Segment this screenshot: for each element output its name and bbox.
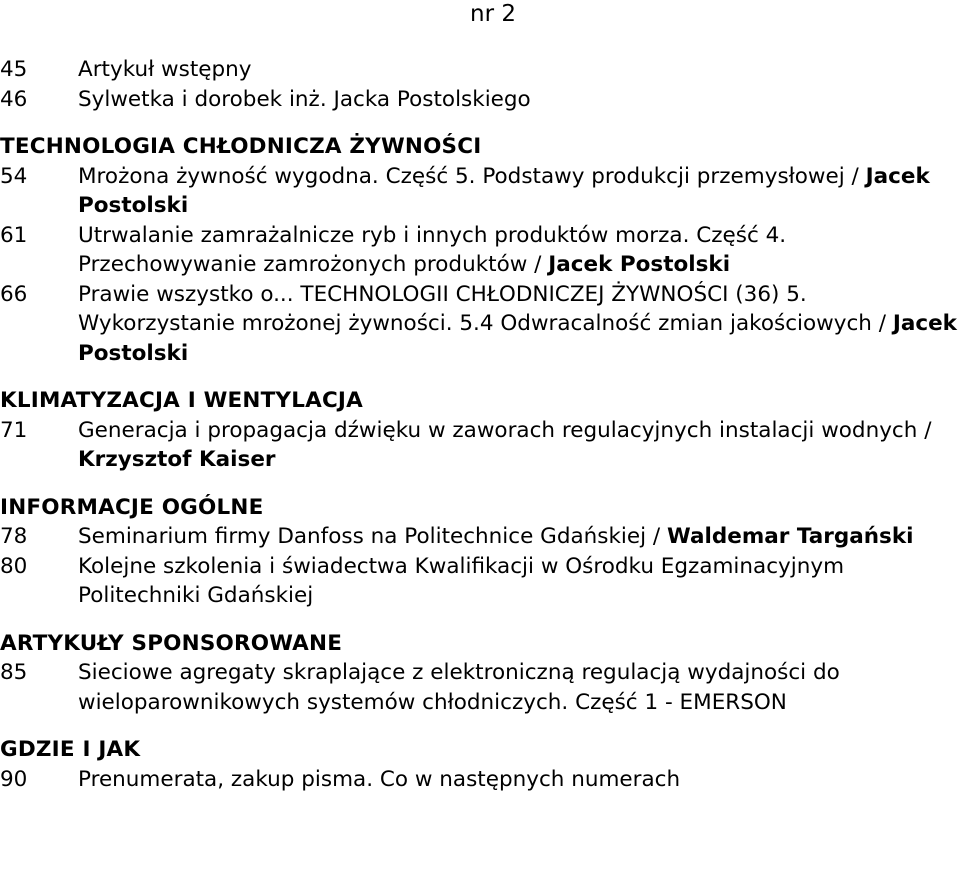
page-number: 61: [0, 222, 28, 248]
entry-text: [78, 552, 960, 611]
page-number: 71: [0, 417, 28, 443]
entry-author: Krzysztof Kaiser: [78, 447, 276, 472]
entry-text: [78, 522, 960, 552]
section-heading-informacje: INFORMACJE OGÓLNE: [0, 494, 264, 520]
entry-author: Jacek Postolski: [78, 163, 930, 218]
toc-entry: [0, 658, 960, 717]
entry-title: Seminarium firmy Danfoss na Politechnice Gdańskiej /: [78, 524, 661, 549]
issue-number: nr 2: [470, 1, 516, 27]
entry-title: Kolejne szkolenia i świadectwa Kwalifikacji w Ośrodku Egzaminacyjnym Politechniki Gdańskiej: [78, 553, 845, 608]
entry-author: Jacek Postolski: [78, 311, 957, 366]
section-heading-technologia: TECHNOLOGIA CHŁODNICZA ŻYWNOŚCI: [0, 134, 482, 159]
entry-text: [78, 162, 960, 221]
page-number: 45: [0, 57, 28, 82]
entry-title: Generacja i propagacja dźwięku w zaworach regulacyjnych instalacji wodnych /: [78, 417, 932, 443]
section-heading-klimatyzacja: KLIMATYZACJA I WENTYLACJA: [0, 388, 363, 413]
entry-author: Waldemar Targański: [667, 524, 914, 549]
toc-entry: [0, 416, 960, 475]
toc-entry-intro-1: [0, 85, 960, 115]
page-number: 54: [0, 163, 28, 189]
toc-entry: [0, 765, 960, 795]
entry-text: [78, 765, 960, 795]
page-number: 85: [0, 660, 28, 685]
entry-title: Artykuł wstępny: [78, 57, 252, 82]
entry-author: Jacek Postolski: [548, 252, 731, 277]
section-heading-sponsorowane: ARTYKUŁY SPONSOROWANE: [0, 630, 343, 656]
toc-entry: [0, 280, 960, 369]
toc-entry: [0, 552, 960, 611]
entry-text: [78, 658, 960, 717]
entry-title: Prenumerata, zakup pisma. Co w następnych numerach: [78, 766, 681, 792]
entry-text: [78, 416, 960, 475]
toc-entry: [0, 162, 960, 221]
page-number: 78: [0, 524, 28, 549]
entry-title: Mrożona żywność wygodna. Część 5. Podstawy produkcji przemysłowej /: [78, 163, 859, 189]
table-of-contents: [0, 55, 960, 794]
entry-title: Prawie wszystko o... TECHNOLOGII CHŁODNICZEJ ŻYWNOŚCI (36) 5. Wykorzystanie mrożonej żywności. 5.4 Odwracalność zmian jakościowych /: [78, 281, 886, 336]
toc-entry: [0, 522, 960, 552]
entry-text: [78, 280, 960, 369]
entry-title: Utrwalanie zamrażalnicze ryb i innych produktów morza. Część 4. Przechowywanie zamrożonych produktów /: [78, 222, 787, 277]
entry-title: Sieciowe agregaty skraplające z elektroniczną regulacją wydajności do wieloparownikowych systemów chłodniczych. Część 1 - EMERSON: [78, 660, 840, 715]
page-number: 46: [0, 86, 28, 112]
entry-title: Sylwetka i dorobek inż. Jacka Postolskiego: [78, 86, 531, 112]
entry-text: [78, 221, 960, 280]
page-number: 66: [0, 281, 28, 307]
page-number: 80: [0, 553, 28, 579]
page-number: 90: [0, 766, 28, 792]
toc-entry-intro-0: [0, 55, 960, 85]
section-heading-gdzie-i-jak: GDZIE I JAK: [0, 737, 141, 762]
toc-entry: [0, 221, 960, 280]
